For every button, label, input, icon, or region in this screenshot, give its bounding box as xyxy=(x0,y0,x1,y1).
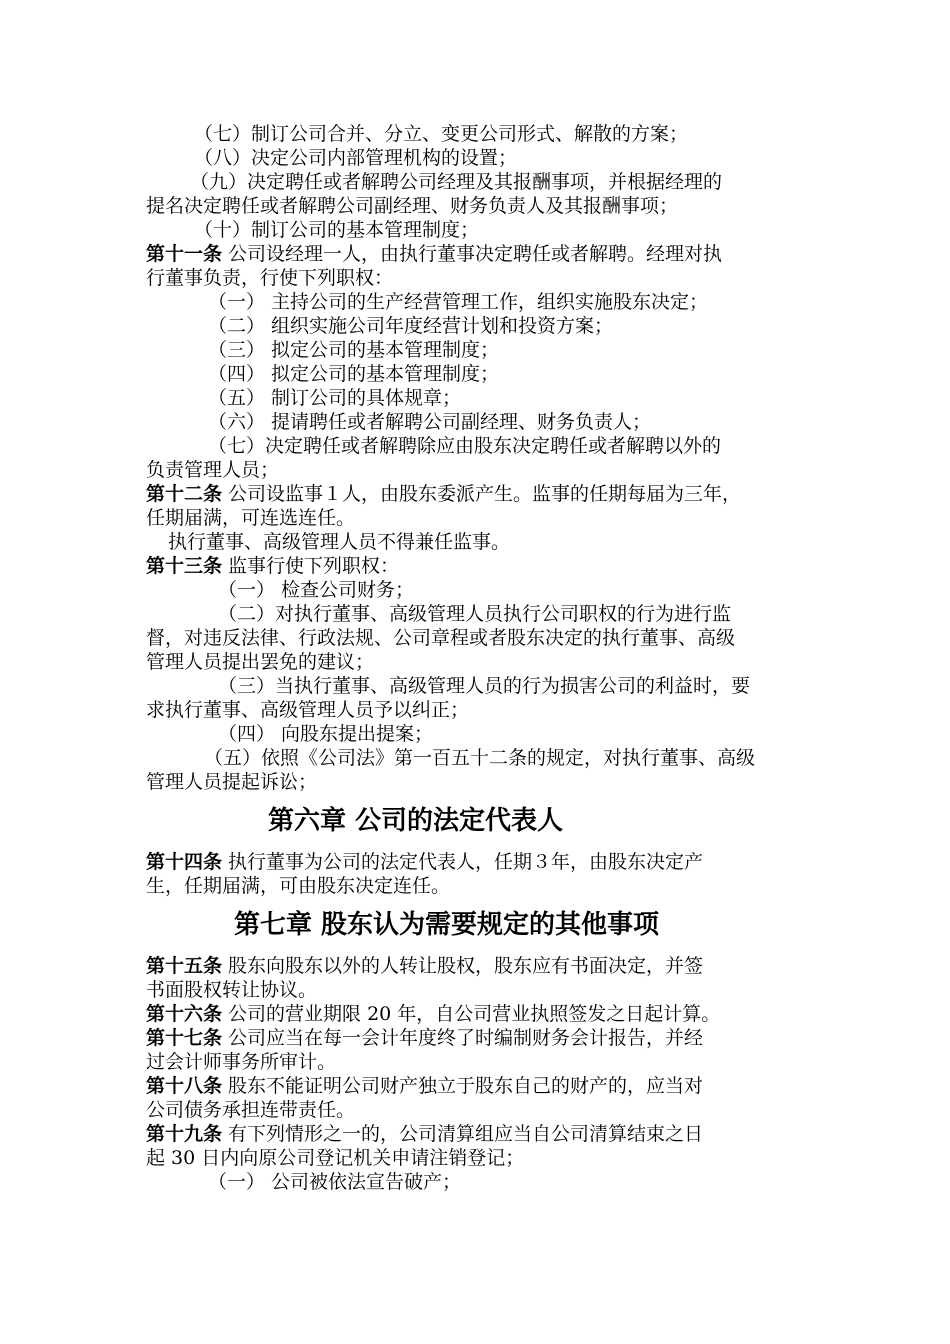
article-number: 第十九条 xyxy=(146,1123,223,1145)
article-number: 第十三条 xyxy=(146,555,223,577)
text-line: 起 30 日内向原公司登记机关申请注销登记； xyxy=(146,1147,525,1169)
text-line: （四） 向股东提出提案； xyxy=(218,723,434,745)
text-line: （二） 组织实施公司年度经营计划和投资方案； xyxy=(208,315,614,337)
article-number: 第十六条 xyxy=(146,1003,223,1025)
text-line: （二）对执行董事、高级管理人员执行公司职权的行为进行监 xyxy=(218,603,732,625)
text-line: （三）当执行董事、高级管理人员的行为损害公司的利益时，要 xyxy=(218,675,751,697)
text-line: 管理人员提起诉讼； xyxy=(146,771,318,793)
document-page xyxy=(146,122,826,1194)
text-line: 公司债务承担连带责任。 xyxy=(146,1099,356,1121)
text-line: （八）决定公司内部管理机构的设置； xyxy=(194,147,518,169)
text-line: （四） 拟定公司的基本管理制度； xyxy=(208,363,500,385)
text-line: （一） 公司被依法宣告破产； xyxy=(208,1171,462,1193)
article-11: 第十一条 公司设经理一人，由执行董事决定聘任或者解聘。经理对执 xyxy=(146,243,723,265)
text-line: 行董事负责，行使下列职权： xyxy=(146,267,394,289)
text-line: （六） 提请聘任或者解聘公司副经理、财务负责人； xyxy=(208,411,652,433)
text-line: （七）决定聘任或者解聘除应由股东决定聘任或者解聘以外的 xyxy=(208,435,722,457)
text-line: （十）制订公司的基本管理制度； xyxy=(194,219,480,241)
text-line: （五） 制订公司的具体规章； xyxy=(208,387,462,409)
text-line: 执行董事、高级管理人员不得兼任监事。 xyxy=(168,531,511,553)
article-17: 第十七条 公司应当在每一会计年度终了时编制财务会计报告，并经 xyxy=(146,1027,704,1049)
text-line: 督，对违反法律、行政法规、公司章程或者股东决定的执行董事、高级 xyxy=(146,627,736,649)
chapter-6-heading: 第六章 公司的法定代表人 xyxy=(268,806,564,836)
text-line: （七）制订公司合并、分立、变更公司形式、解散的方案； xyxy=(194,123,689,145)
article-15: 第十五条 股东向股东以外的人转让股权，股东应有书面决定，并签 xyxy=(146,955,704,977)
article-number: 第十一条 xyxy=(146,243,223,265)
text-line: （一） 主持公司的生产经营管理工作，组织实施股东决定； xyxy=(208,291,709,313)
article-13: 第十三条 监事行使下列职权： xyxy=(146,555,400,577)
text-line: （一） 检查公司财务； xyxy=(218,579,415,601)
article-number: 第十五条 xyxy=(146,955,223,977)
text-line: 提名决定聘任或者解聘公司副经理、财务负责人及其报酬事项； xyxy=(146,195,679,217)
article-12: 第十二条 公司设监事１人，由股东委派产生。监事的任期每届为三年， xyxy=(146,483,742,505)
article-number: 第十七条 xyxy=(146,1027,223,1049)
article-14: 第十四条 执行董事为公司的法定代表人，任期３年，由股东决定产 xyxy=(146,851,704,873)
text-line: 任期届满，可连选连任。 xyxy=(146,507,356,529)
article-number: 第十四条 xyxy=(146,851,223,873)
text-line: （三） 拟定公司的基本管理制度； xyxy=(208,339,500,361)
text-line: 生，任期届满，可由股东决定连任。 xyxy=(146,875,451,897)
text-line: 书面股权转让协议。 xyxy=(146,979,318,1001)
chapter-7-heading: 第七章 股东认为需要规定的其他事项 xyxy=(234,910,660,940)
article-19: 第十九条 有下列情形之一的，公司清算组应当自公司清算结束之日 xyxy=(146,1123,704,1145)
text-line: 负责管理人员； xyxy=(146,459,280,481)
text-line: 管理人员提出罢免的建议； xyxy=(146,651,375,673)
article-number: 第十八条 xyxy=(146,1075,223,1097)
text-line: 过会计师事务所审计。 xyxy=(146,1051,337,1073)
article-18: 第十八条 股东不能证明公司财产独立于股东自己的财产的，应当对 xyxy=(146,1075,704,1097)
text-line: （九）决定聘任或者解聘公司经理及其报酬事项，并根据经理的 xyxy=(190,171,723,193)
article-16: 第十六条 公司的营业期限 20 年，自公司营业执照签发之日起计算。 xyxy=(146,1003,721,1025)
article-number: 第十二条 xyxy=(146,483,223,505)
text-line: （五）依照《公司法》第一百五十二条的规定，对执行董事、高级 xyxy=(204,747,756,769)
text-line: 求执行董事、高级管理人员予以纠正； xyxy=(146,699,470,721)
